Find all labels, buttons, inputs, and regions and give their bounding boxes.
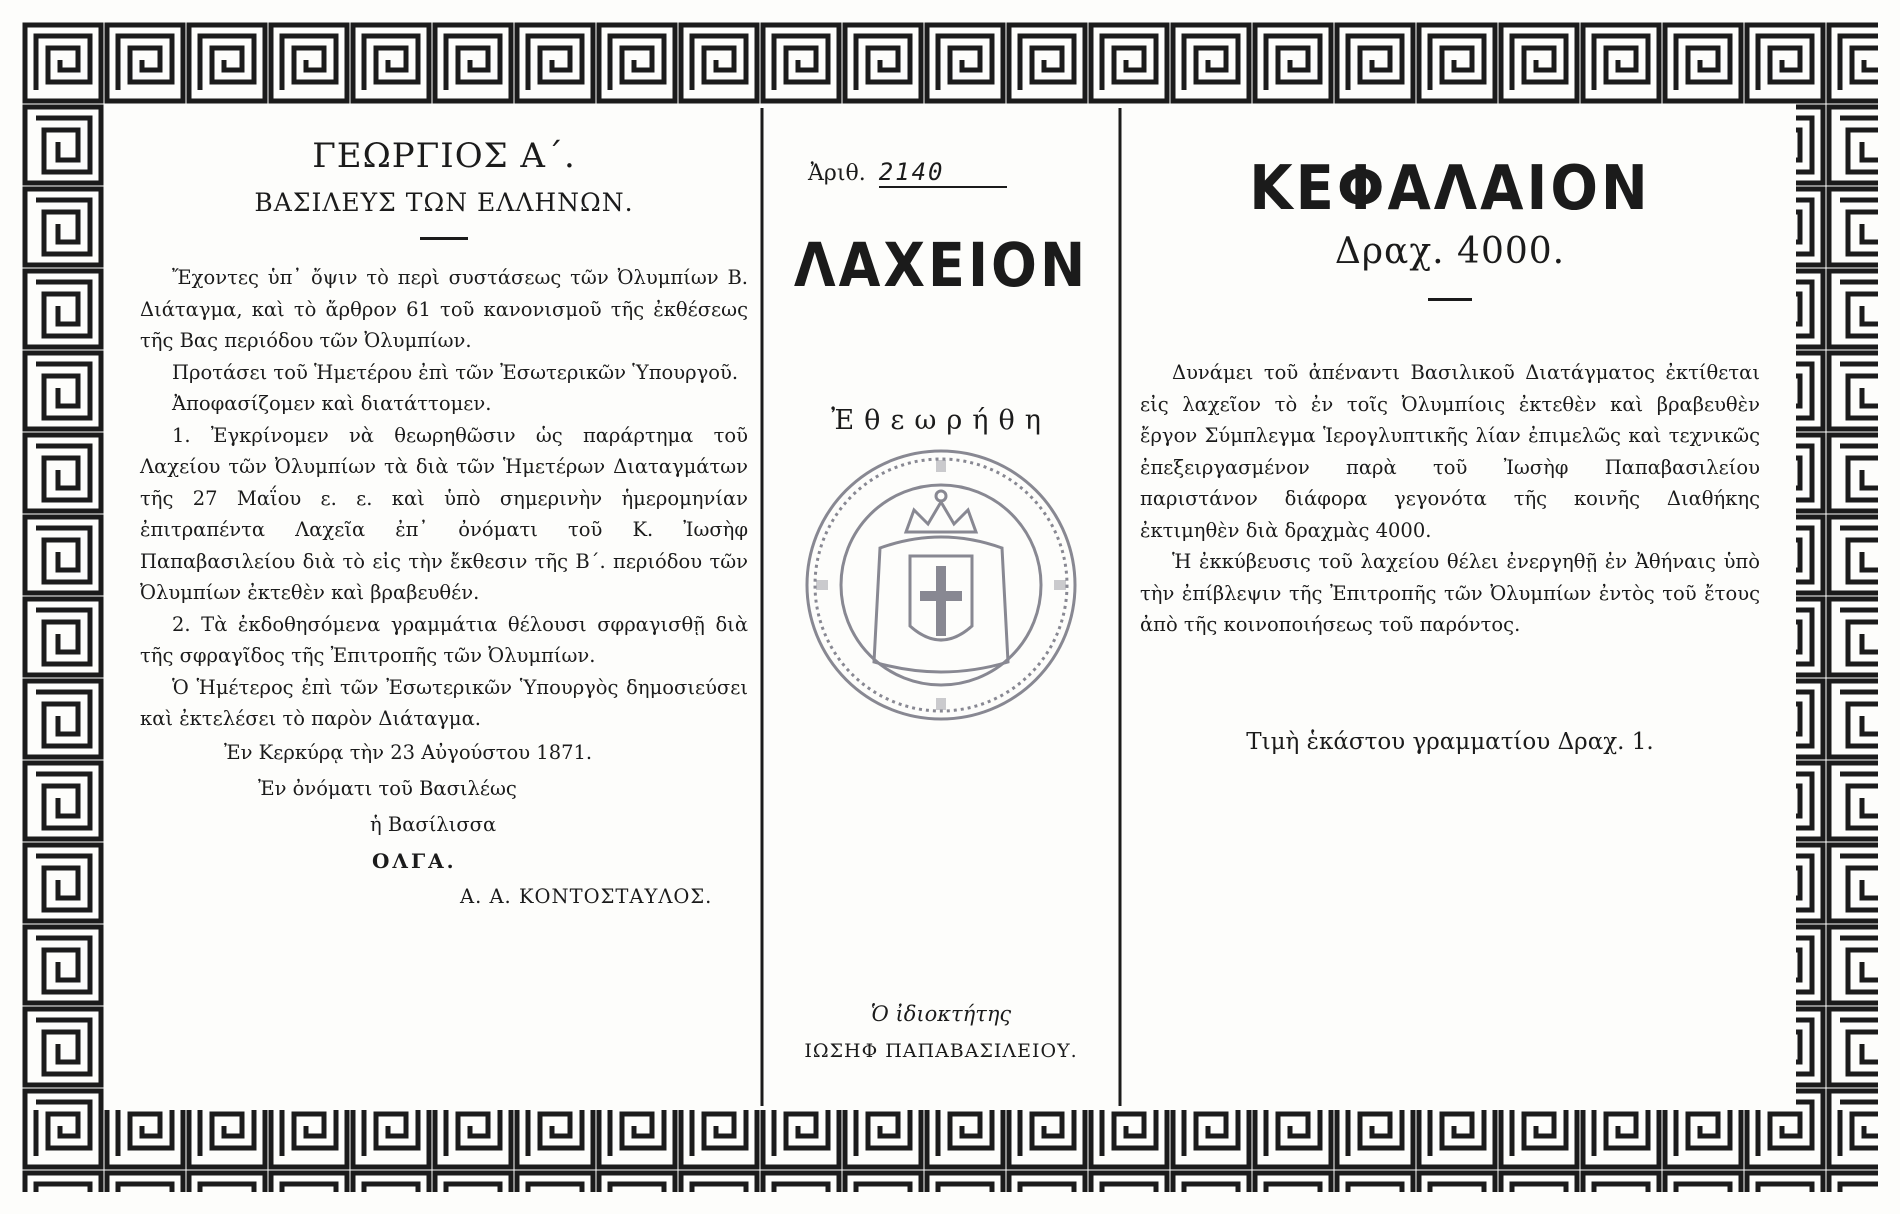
decree-paragraph: Ἀποφασίζομεν καὶ διατάττομεν. bbox=[172, 392, 492, 415]
king-title: ΓΕΩΡΓΙΟΣ Α΄. bbox=[312, 136, 576, 176]
king-name-line: Ἐν ὀνόματι τοῦ Βασιλέως bbox=[258, 776, 517, 800]
owner-name: ΙΩΣΗΦ ΠΑΠΑΒΑΣΙΛΕΙΟΥ. bbox=[804, 1040, 1078, 1062]
decree-column bbox=[122, 122, 762, 1080]
ticket-number-label: Ἀριθ. bbox=[808, 161, 866, 186]
amount-rule bbox=[1428, 298, 1472, 301]
owner-label: Ὁ ἰδιοκτήτης bbox=[870, 1002, 1012, 1026]
decree-article-1: 1. Ἐγκρίνομεν νὰ θεωρηθῶσιν ὡς παράρτημα τοῦ Λαχείου τῶν Ὀλυμπίων τὰ διὰ τῶν Ἡμετέρων Διαταγμάτων τῆς 27 Μαΐου ε. ε. καὶ ὑπὸ σημερινὴν ἡμερομηνίαν ἐπιτραπέντα Λαχεῖα ἐπ᾽ ὀνόματι τοῦ Κ. Ἰωσὴφ Παπαβασιλείου διὰ τὸ εἰς τὴν ἔκθεσιν τῆς Β΄. περιόδου τῶν Ὀλυμπίων ἐκτεθὲν καὶ βραβευθέν. bbox=[140, 423, 748, 604]
ticket-price: Τιμὴ ἑκάστου γραμματίου Δραχ. 1. bbox=[1246, 728, 1654, 755]
terms-paragraph: Δυνάμει τοῦ ἀπέναντι Βασιλικοῦ Διατάγματος ἐκτίθεται εἰς λαχεῖον τὸ ἐν τοῖς Ὀλυμπίοις ἐκτεθὲν καὶ βραβευθὲν ἔργον Σύμπλεγμα Ἱερογλυπτικῆς λίαν ἐπιμελῶς καὶ τεχνικῶς ἐπεξειργασμένον παρὰ τοῦ Ἰωσὴφ Παπαβασιλείου παριστάνον διάφορα γεγονότα τῆς κοινῆς Διαθήκης ἐκτιμηθὲν διὰ δραχμὰς 4000. bbox=[1140, 361, 1760, 542]
king-subtitle: ΒΑΣΙΛΕΥΣ ΤΩΝ ΕΛΛΗΝΩΝ. bbox=[254, 188, 634, 217]
approved-label: Ἐθεωρήθη bbox=[831, 405, 1051, 436]
decree-date: Ἐν Κερκύρᾳ τὴν 23 Αὐγούστου 1871. bbox=[224, 740, 593, 764]
queen-name: ΟΛΓΑ. bbox=[372, 848, 457, 873]
title-rule bbox=[420, 237, 468, 240]
capital-title: ΚΕΦΑΛΑΙΟΝ bbox=[1249, 152, 1651, 225]
capital-column bbox=[1120, 122, 1778, 1080]
ticket-number-value: 2140 bbox=[879, 158, 1007, 188]
border-left bbox=[22, 104, 104, 1110]
border-top bbox=[22, 22, 1878, 104]
queen-line: ἡ Βασίλισσα bbox=[370, 812, 497, 836]
border-bottom bbox=[22, 1110, 1878, 1192]
terms-paragraph: Ἡ ἐκκύβευσις τοῦ λαχείου θέλει ἐνεργηθῇ ἐν Ἀθήναις ὑπὸ τὴν ἐπίβλεψιν τῆς Ἐπιτροπῆς τῶν Ὀλυμπίων ἐντὸς τοῦ ἔτους ἀπὸ τῆς κοινοποιήσεως τοῦ παρόντος. bbox=[1140, 550, 1760, 636]
border-right bbox=[1796, 104, 1878, 1110]
lottery-column bbox=[762, 122, 1120, 1080]
ticket-number bbox=[772, 158, 1110, 188]
lottery-title: ΛΑΧΕΙΟΝ bbox=[793, 230, 1089, 301]
decree-paragraph: Ὁ Ἡμέτερος ἐπὶ τῶν Ἐσωτερικῶν Ὑπουργὸς δημοσιεύσει καὶ ἐκτελέσει τὸ παρὸν Διάταγμα. bbox=[140, 675, 748, 730]
minister-signature: Α. Α. ΚΟΝΤΟΣΤΑΥΛΟΣ. bbox=[460, 884, 713, 908]
decree-article-2: 2. Τὰ ἐκδοθησόμενα γραμμάτια θέλουσι σφραγισθῇ διὰ τῆς σφραγῖδος τῆς Ἐπιτροπῆς τῶν Ὀλυμπίων. bbox=[140, 612, 748, 667]
decree-paragraph: Ἔχοντες ὑπ᾽ ὄψιν τὸ περὶ συστάσεως τῶν Ὀλυμπίων Β. Διάταγμα, καὶ τὸ ἄρθρον 61 τοῦ κανονισμοῦ τῆς ἐκθέσεως τῆς Βας περιόδου τῶν Ὀλυμπίων. bbox=[140, 266, 748, 352]
capital-amount: Δραχ. 4000. bbox=[1334, 231, 1566, 272]
olympia-committee-seal-icon bbox=[796, 440, 1086, 730]
decree-paragraph: Προτάσει τοῦ Ἡμετέρου ἐπὶ τῶν Ἐσωτερικῶν Ὑπουργοῦ. bbox=[172, 360, 739, 384]
